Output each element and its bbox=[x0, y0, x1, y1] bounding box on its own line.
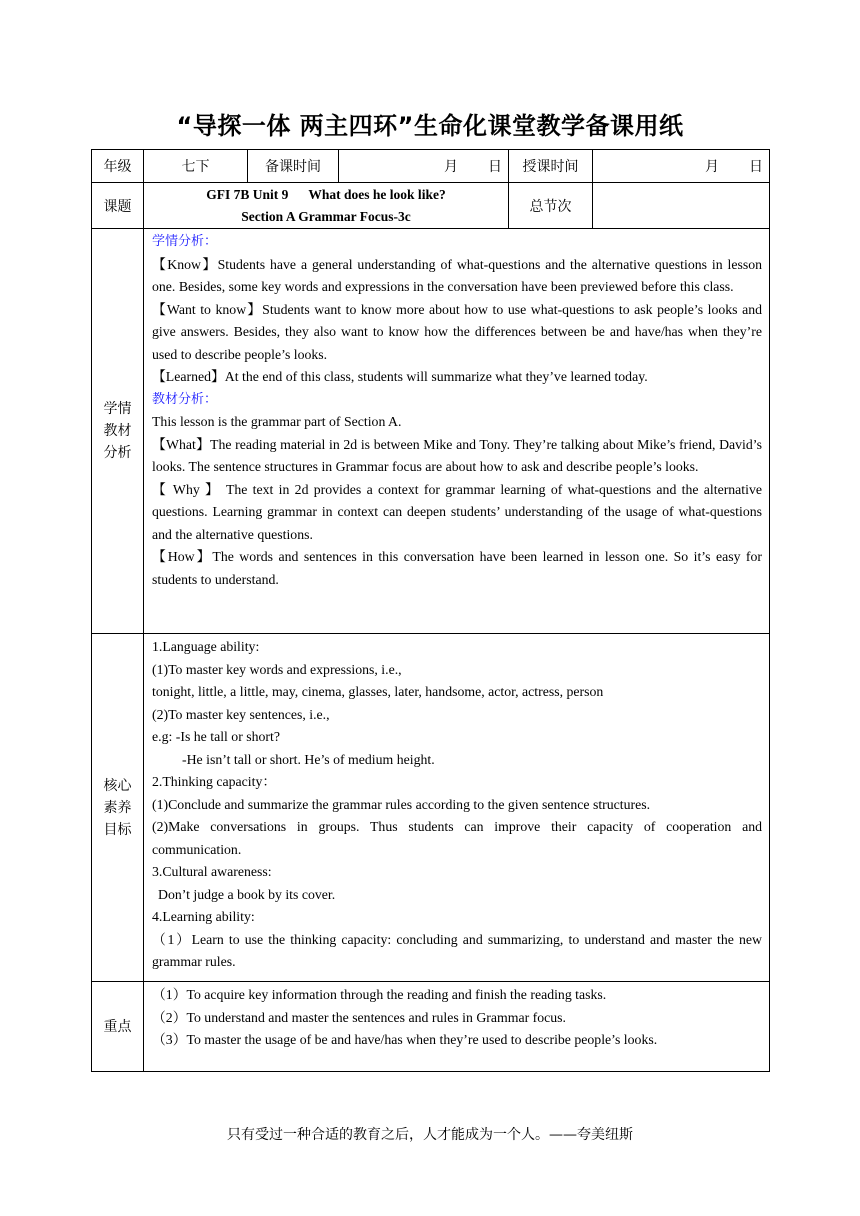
prep-day: 日 bbox=[488, 159, 502, 175]
want-paragraph: 【Want to know】Students want to know more about how to use what-questions to ask people’s looks and give answers. Besides, they also want to know how the differences between be and have/has when they’re used to describe people’s looks. bbox=[152, 301, 762, 362]
how-paragraph: 【How】The words and sentences in this conversation have been learned in lesson one. So it’s easy for students to understand. bbox=[152, 549, 762, 587]
what-paragraph: 【What】The reading material in 2d is between Mike and Tony. They’re talking about Mike’s friend, David’s looks. The sentence structures in Grammar focus are about how to ask and describe people’s looks. bbox=[152, 436, 762, 474]
prep-time-value[interactable] bbox=[339, 150, 509, 183]
analysis-content bbox=[144, 229, 770, 634]
core-line: 2.Thinking capacity： bbox=[152, 774, 277, 789]
key-point: （3）To master the usage of be and have/has when they’re used to describe people’s looks. bbox=[152, 1032, 658, 1047]
core-line: -He isn’t tall or short. He’s of medium height. bbox=[182, 751, 435, 767]
topic-line-1: GFI 7B Unit 9 What does he look like? bbox=[206, 186, 446, 202]
key-points-label: 重点 bbox=[92, 982, 144, 1072]
analysis-row bbox=[92, 229, 770, 634]
header-row bbox=[92, 150, 770, 183]
core-line: (2)Make conversations in groups. Thus students can improve their capacity of cooperation and communication. bbox=[152, 819, 762, 857]
core-label-line: 核心 bbox=[103, 777, 132, 794]
teach-day: 日 bbox=[749, 159, 763, 175]
key-points-row bbox=[92, 982, 770, 1072]
core-line: 1.Language ability: bbox=[152, 639, 260, 654]
topic-row bbox=[92, 183, 770, 229]
grade-value: 七下 bbox=[144, 150, 248, 183]
page-title: “导探一体 两主四环”生命化课堂教学备课用纸 bbox=[176, 112, 684, 140]
core-label-line: 素养 bbox=[103, 799, 132, 816]
material-analysis-heading: 教材分析： bbox=[152, 391, 218, 407]
why-paragraph: 【 Why 】 The text in 2d provides a context for grammar learning of what-questions and the alternative questions. Learning grammar in context can deepen students’ understanding of the usage of what-questions and the alternative questions. bbox=[152, 481, 762, 542]
core-line: 3.Cultural awareness: bbox=[152, 864, 272, 879]
teach-month: 月 bbox=[705, 159, 719, 175]
analysis-label-line: 教材 bbox=[103, 423, 132, 439]
topic-label: 课题 bbox=[92, 183, 144, 229]
prep-time-label: 备课时间 bbox=[248, 150, 339, 183]
know-paragraph: 【Know】Students have a general understanding of what-questions and the alternative questions in lesson one. Besides, some key words and expressions in the conversation have been previewed before this class. bbox=[152, 256, 762, 294]
core-label-line: 目标 bbox=[103, 821, 132, 838]
key-point: （2）To understand and master the sentences and rules in Grammar focus. bbox=[152, 1009, 566, 1025]
core-line: (1)To master key words and expressions, i.e., bbox=[152, 661, 402, 677]
grade-label: 年级 bbox=[92, 150, 144, 183]
core-content bbox=[144, 634, 770, 982]
student-analysis-heading: 学情分析： bbox=[152, 234, 218, 249]
core-line: Don’t judge a book by its cover. bbox=[158, 886, 336, 902]
topic-value bbox=[144, 183, 509, 229]
teach-time-value[interactable] bbox=[593, 150, 770, 183]
core-line: e.g: -Is he tall or short? bbox=[152, 729, 280, 744]
analysis-label bbox=[92, 229, 144, 634]
intro-paragraph: This lesson is the grammar part of Section A. bbox=[152, 414, 402, 429]
core-line: 4.Learning ability: bbox=[152, 909, 255, 924]
core-row bbox=[92, 634, 770, 982]
key-point: （1）To acquire key information through the reading and finish the reading tasks. bbox=[152, 987, 607, 1002]
teach-time-label: 授课时间 bbox=[509, 150, 593, 183]
core-line: (2)To master key sentences, i.e., bbox=[152, 706, 330, 722]
analysis-label-line: 分析 bbox=[103, 445, 132, 461]
learned-paragraph: 【Learned】At the end of this class, students will summarize what they’ve learned today. bbox=[152, 369, 648, 384]
analysis-label-line: 学情 bbox=[103, 401, 132, 417]
total-sessions-label: 总节次 bbox=[509, 183, 593, 229]
total-sessions-value[interactable] bbox=[593, 183, 770, 229]
core-line: tonight, little, a little, may, cinema, glasses, later, handsome, actor, actress, person bbox=[152, 684, 604, 699]
core-label bbox=[92, 634, 144, 982]
key-points-content bbox=[144, 982, 770, 1072]
core-line: （1）Learn to use the thinking capacity: concluding and summarizing, to understand and master the new grammar rules. bbox=[152, 931, 762, 969]
prep-month: 月 bbox=[444, 159, 458, 175]
footer-quote: 只有受过一种合适的教育之后，人才能成为一个人。——夸美纽斯 bbox=[227, 1127, 633, 1143]
core-line: (1)Conclude and summarize the grammar rules according to the given sentence structures. bbox=[152, 796, 651, 812]
topic-line-2: Section A Grammar Focus-3c bbox=[241, 208, 411, 224]
lesson-plan-table bbox=[91, 149, 770, 1072]
